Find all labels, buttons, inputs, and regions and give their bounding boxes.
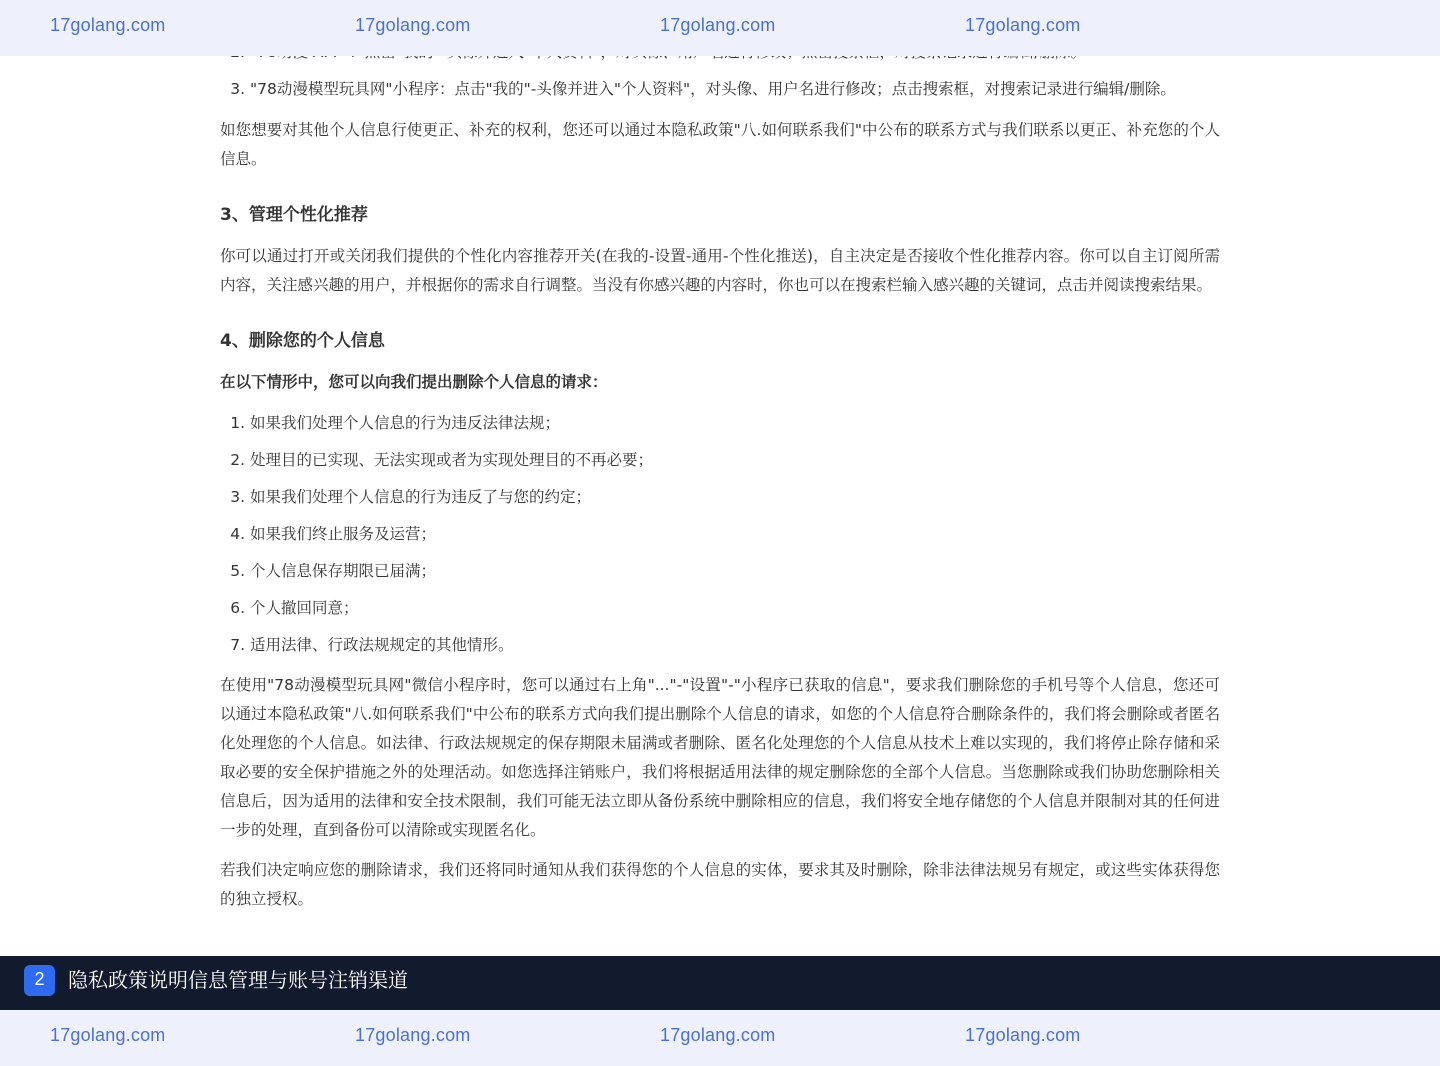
policy-content <box>220 38 1220 914</box>
watermark-text: 17golang.com <box>660 1025 776 1045</box>
list-item: 3. "78动漫模型玩具网"小程序：点击"我的"-头像并进入"个人资料"，对头像、用户名进行修改；点击搜索框，对搜索记录进行编辑/删除。 <box>250 75 1220 104</box>
watermark-bar-top <box>0 0 1440 56</box>
watermark-text: 17golang.com <box>50 1025 166 1045</box>
watermark-text: 17golang.com <box>965 1025 1081 1045</box>
deletion-conditions-list <box>220 409 1220 660</box>
deletion-conditions-lead: 在以下情形中，您可以向我们提出删除个人信息的请求： <box>220 373 608 391</box>
deletion-notify-paragraph: 若我们决定响应您的删除请求，我们还将同时通知从我们获得您的个人信息的实体，要求其及时删除，除非法律法规另有规定，或这些实体获得您的独立授权。 <box>220 861 1220 908</box>
section-title-personalized-recommendation: 3、管理个性化推荐 <box>220 205 368 225</box>
section-title-delete-personal-info: 4、删除您的个人信息 <box>220 331 385 351</box>
list-item: 6. 个人撤回同意； <box>250 594 1220 623</box>
list-item: 1. 如果我们处理个人信息的行为违反法律法规； <box>250 409 1220 438</box>
watermark-text: 17golang.com <box>50 15 166 35</box>
watermark-text: 17golang.com <box>660 15 776 35</box>
watermark-text: 17golang.com <box>355 15 471 35</box>
list-item: 3. 如果我们处理个人信息的行为违反了与您的约定； <box>250 483 1220 512</box>
list-item: 4. 如果我们终止服务及运营； <box>250 520 1220 549</box>
personalized-recommendation-paragraph: 你可以通过打开或关闭我们提供的个性化内容推荐开关(在我的-设置-通用-个性化推送)，自主决定是否接收个性化推荐内容。你可以自主订阅所需内容，关注感兴趣的用户，并根据你的需求自行调整。当没有你感兴趣的内容时，你也可以在搜索栏输入感兴趣的关键词，点击并阅读搜索结果。 <box>220 247 1220 294</box>
list-item: 5. 个人信息保存期限已届满； <box>250 557 1220 586</box>
watermark-text: 17golang.com <box>965 15 1081 35</box>
caption-title: 隐私政策说明信息管理与账号注销渠道 <box>68 968 408 992</box>
caption-number-badge: 2 <box>24 965 55 996</box>
caption-bar <box>0 956 1440 1010</box>
watermark-text: 17golang.com <box>355 1025 471 1045</box>
list-item: 2. 处理目的已实现、无法实现或者为实现处理目的不再必要； <box>250 446 1220 475</box>
deletion-process-paragraph: 在使用"78动漫模型玩具网"微信小程序时，您可以通过右上角"..."-"设置"-"小程序已获取的信息"，要求我们删除您的手机号等个人信息，您还可以通过本隐私政策"八.如何联系我们"中公布的联系方式向我们提出删除个人信息的请求，如您的个人信息符合删除条件的，我们将会删除或者匿名化处理您的个人信息。如法律、行政法规规定的保存期限未届满或者删除、匿名化处理您的个人信息从技术上难以实现的，我们将停止除存储和采取必要的安全保护措施之外的处理活动。如您选择注销账户，我们将根据适用法律的规定删除您的全部个人信息。当您删除或我们协助您删除相关信息后，因为适用的法律和安全技术限制，我们可能无法立即从备份系统中删除相应的信息，我们将安全地存储您的个人信息并限制对其的任何进一步的处理，直到备份可以清除或实现匿名化。 <box>220 676 1220 839</box>
correction-paragraph: 如您想要对其他个人信息行使更正、补充的权利，您还可以通过本隐私政策"八.如何联系我们"中公布的联系方式与我们联系以更正、补充您的个人信息。 <box>220 121 1220 168</box>
list-item: 7. 适用法律、行政法规规定的其他情形。 <box>250 631 1220 660</box>
watermark-bar-bottom <box>0 1010 1440 1066</box>
